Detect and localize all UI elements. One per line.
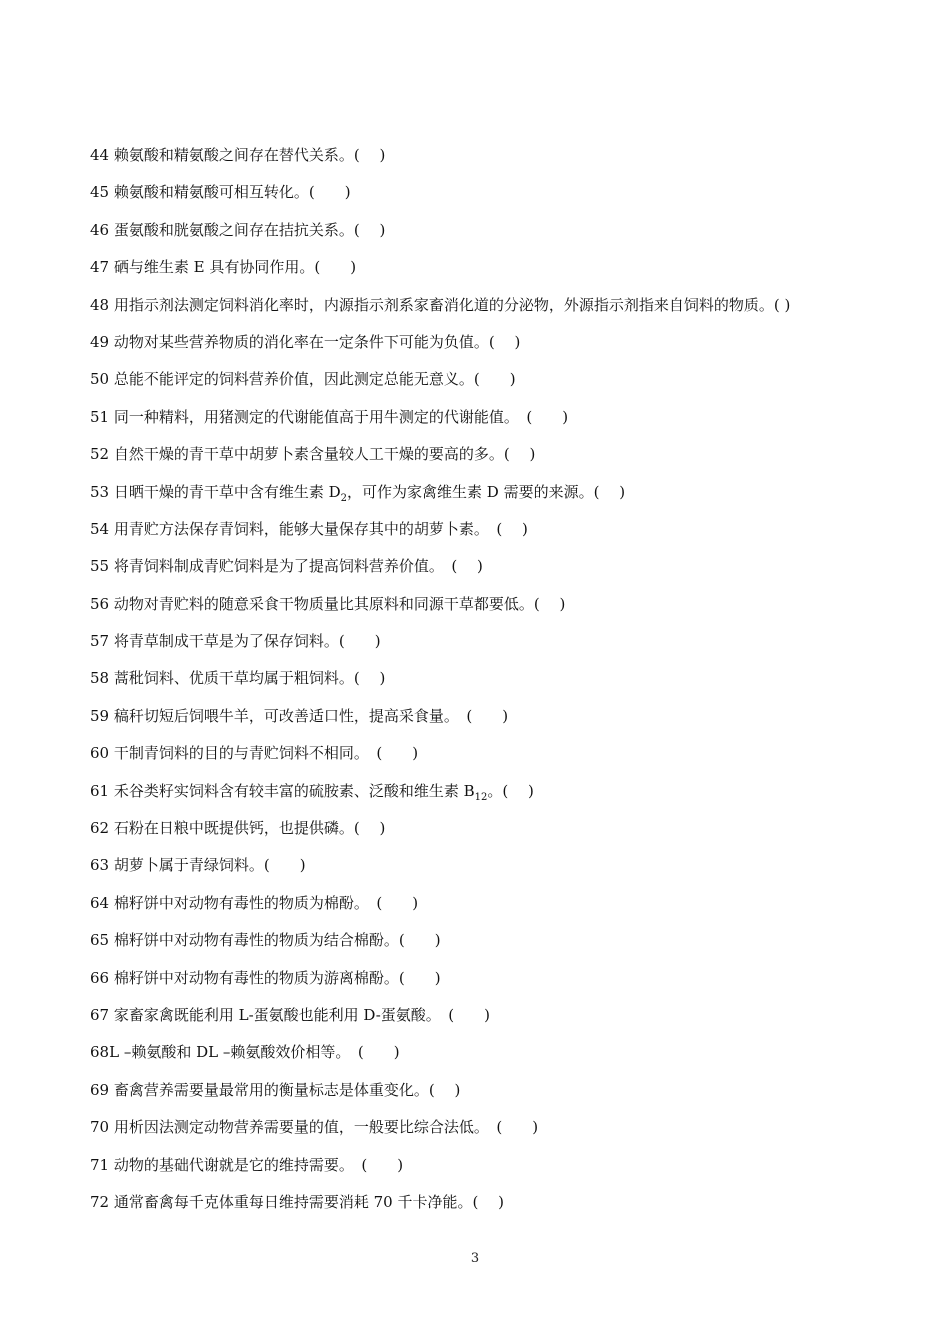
question-item: 62 石粉在日粮中既提供钙，也提供磷。( ): [90, 819, 386, 838]
question-item: 61 禾谷类籽实饲料含有较丰富的硫胺素、泛酸和维生素 $B_{12}$。( ): [90, 781, 534, 803]
question-item: 58 蒿秕饲料、优质干草均属于粗饲料。( ): [90, 669, 386, 688]
question-item: 55 将青饲料制成青贮饲料是为了提高饲料营养价值。 ( ): [90, 557, 483, 576]
question-item: 68L –赖氨酸和 DL –赖氨酸效价相等。 ( ): [90, 1043, 400, 1062]
question-item: 56 动物对青贮料的随意采食干物质量比其原料和同源干草都要低。( ): [90, 594, 566, 613]
question-item: 64 棉籽饼中对动物有毒性的物质为棉酚。 ( ): [90, 893, 419, 912]
question-item: 52 自然干燥的青干草中胡萝卜素含量较人工干燥的要高的多。( ): [90, 445, 536, 464]
question-item: 65 棉籽饼中对动物有毒性的物质为结合棉酚。( ): [90, 931, 441, 950]
subscript: 12: [474, 791, 488, 803]
question-item: 59 稿秆切短后饲喂牛羊，可改善适口性，提高采食量。 ( ): [90, 706, 509, 725]
question-item: 69 畜禽营养需要量最常用的衡量标志是体重变化。( ): [90, 1080, 461, 1099]
question-item: 49 动物对某些营养物质的消化率在一定条件下可能为负值。( ): [90, 332, 521, 351]
question-item: 72 通常畜禽每千克体重每日维持需要消耗 70 千卡净能。( ): [90, 1192, 504, 1211]
question-item: 53 日晒干燥的青干草中含有维生素 $D_2$，可作为家禽维生素 D 需要的来源。( ): [90, 482, 626, 504]
question-item: 67 家畜家禽既能利用 L-蛋氨酸也能利用 D-蛋氨酸。 ( ): [90, 1005, 490, 1024]
question-list: [90, 143, 890, 1227]
question-item: 44 赖氨酸和精氨酸之间存在替代关系。( ): [90, 146, 386, 164]
question-item: 71 动物的基础代谢就是它的维持需要。 ( ): [90, 1155, 404, 1174]
question-item: 70 用析因法测定动物营养需要量的值，一般要比综合法低。 ( ): [90, 1118, 539, 1137]
question-item: 66 棉籽饼中对动物有毒性的物质为游离棉酚。( ): [90, 968, 441, 987]
question-item: 57 将青草制成干草是为了保存饲料。( ): [90, 632, 381, 651]
question-item: 54 用青贮方法保存青饲料，能够大量保存其中的胡萝卜素。 ( ): [90, 519, 528, 538]
question-item: 47 硒与维生素 E 具有协同作用。( ): [90, 258, 357, 277]
question-item: 60 干制青饲料的目的与青贮饲料不相同。 ( ): [90, 744, 419, 763]
page-number: 3: [470, 1251, 480, 1266]
question-item: 50 总能不能评定的饲料营养价值，因此测定总能无意义。( ): [90, 370, 516, 389]
question-item: 46 蛋氨酸和胱氨酸之间存在拮抗关系。( ): [90, 220, 386, 239]
question-item: 63 胡萝卜属于青绿饲料。( ): [90, 856, 306, 875]
question-item: 48 用指示剂法测定饲料消化率时，内源指示剂系家畜消化道的分泌物，外源指示剂指来自饲料的物质。( ): [90, 295, 791, 314]
question-item: 45 赖氨酸和精氨酸可相互转化。( ): [90, 183, 351, 202]
question-item: 51 同一种精料，用猪测定的代谢能值高于用牛测定的代谢能值。 ( ): [90, 407, 569, 426]
subscript: 2: [340, 492, 348, 504]
